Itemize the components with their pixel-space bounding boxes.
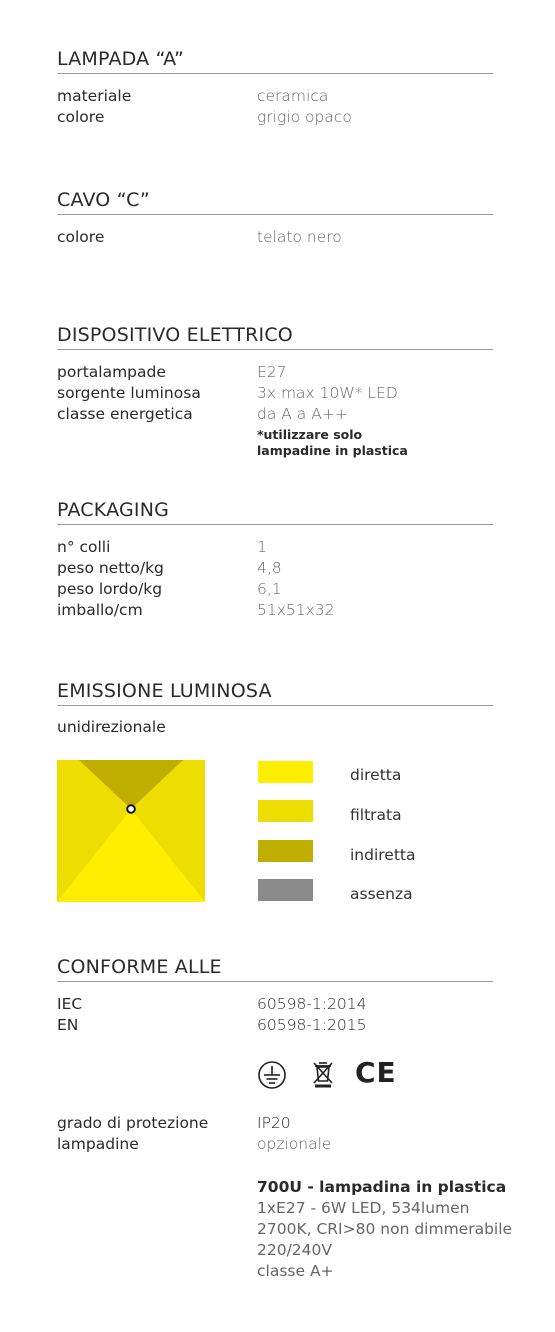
spec-value: 60598-1:2014	[257, 995, 367, 1013]
bulb-spec-line: 2700K, CRI>80 non dimmerabile	[257, 1220, 513, 1238]
spec-label: IEC	[57, 995, 83, 1013]
spec-value: 4,8	[257, 559, 282, 577]
spec-label: grado di protezione	[57, 1114, 209, 1132]
spec-value: telato nero	[257, 228, 342, 246]
bulb-spec-line: 1xE27 - 6W LED, 534lumen	[257, 1199, 470, 1217]
section-title-dispositivo: DISPOSITIVO ELETTRICO	[57, 324, 493, 350]
bulb-title: 700U - lampadina in plastica	[257, 1178, 507, 1196]
legend-label-assenza: assenza	[350, 885, 413, 903]
spec-row-iec	[57, 994, 517, 1015]
bulb-spec-line: 220/240V	[257, 1241, 332, 1259]
spec-value: grigio opaco	[257, 108, 352, 126]
spec-label: lampadine	[57, 1135, 139, 1153]
spec-label: classe energetica	[57, 405, 193, 423]
light-emission-diagram	[57, 760, 205, 902]
spec-label: portalampade	[57, 363, 166, 381]
spec-value: 3x max 10W* LED	[257, 384, 398, 402]
spec-row-materiale	[57, 86, 517, 107]
spec-value: da A a A++	[257, 405, 348, 423]
spec-value: E27	[257, 363, 287, 381]
legend-swatch-filtrata	[258, 800, 313, 822]
spec-row-colli	[57, 537, 517, 558]
weee-bin-icon	[312, 1060, 334, 1088]
legend-label-indiretta: indiretta	[350, 846, 416, 864]
legend-label-diretta: diretta	[350, 766, 402, 784]
spec-value: 6,1	[257, 580, 282, 598]
legend-swatch-diretta	[258, 761, 313, 783]
spec-row-lampadine	[57, 1134, 517, 1155]
spec-value: 60598-1:2015	[257, 1016, 367, 1034]
spec-value: 1	[257, 538, 267, 556]
spec-row-colore	[57, 107, 517, 128]
spec-value: IP20	[257, 1114, 291, 1132]
spec-label: peso lordo/kg	[57, 580, 163, 598]
bulb-note-line1: *utilizzare solo	[257, 427, 363, 442]
spec-row-protezione	[57, 1113, 517, 1134]
spec-value: opzionale	[257, 1135, 332, 1153]
ground-icon	[257, 1060, 287, 1090]
section-title-conforme: CONFORME ALLE	[57, 956, 493, 982]
spec-label: colore	[57, 228, 105, 246]
spec-label: sorgente luminosa	[57, 384, 201, 402]
section-title-emissione: EMISSIONE LUMINOSA	[57, 680, 493, 706]
spec-label: materiale	[57, 87, 132, 105]
section-title-cavo: CAVO “C”	[57, 189, 493, 215]
bulb-spec-line: classe A+	[257, 1262, 334, 1280]
spec-label: imballo/cm	[57, 601, 143, 619]
bulb-note-line2: lampadine in plastica	[257, 443, 408, 458]
spec-row-classe	[57, 404, 517, 425]
spec-row-colore-cavo	[57, 227, 517, 248]
ce-mark-icon: CE	[355, 1056, 397, 1089]
legend-label-filtrata: filtrata	[350, 806, 402, 824]
spec-row-peso-netto	[57, 558, 517, 579]
spec-row-peso-lordo	[57, 579, 517, 600]
spec-row-sorgente	[57, 383, 517, 404]
spec-label: EN	[57, 1016, 79, 1034]
spec-label: n° colli	[57, 538, 111, 556]
section-title-packaging: PACKAGING	[57, 499, 493, 525]
legend-swatch-assenza	[258, 879, 313, 901]
spec-row-en	[57, 1015, 517, 1036]
emission-type: unidirezionale	[57, 718, 166, 736]
legend-swatch-indiretta	[258, 840, 313, 862]
spec-row-portalampade	[57, 362, 517, 383]
spec-value: 51x51x32	[257, 601, 335, 619]
spec-label: peso netto/kg	[57, 559, 164, 577]
spec-label: colore	[57, 108, 105, 126]
spec-row-imballo	[57, 600, 517, 621]
spec-value: ceramica	[257, 87, 329, 105]
section-title-lampada: LAMPADA “A”	[57, 48, 493, 74]
